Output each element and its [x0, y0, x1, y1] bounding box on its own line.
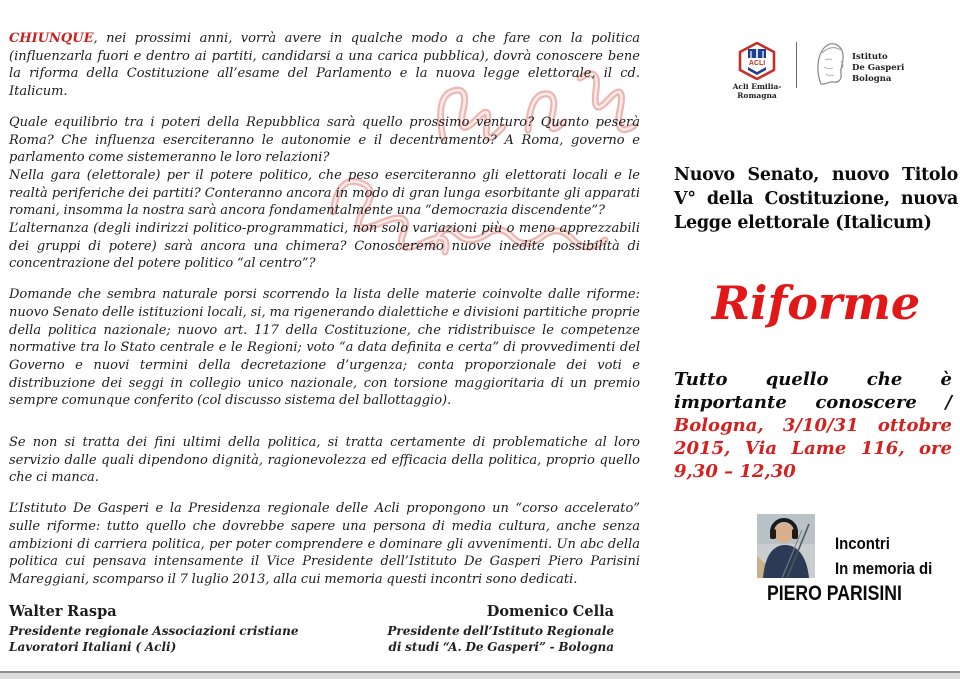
- event-date-location: Bologna, 3/10/31 ottobre 2015, Via Lame 116, ore 9,30 – 12,30: [674, 415, 952, 482]
- signer-title-line1: Presidente regionale Associazioni cristiane: [9, 624, 299, 639]
- main-title: Riforme: [711, 276, 921, 330]
- signer-title-line2: Lavoratori Italiani ( Acli): [9, 640, 177, 655]
- acli-logo: [738, 42, 776, 80]
- signatures: [9, 603, 640, 656]
- paragraph-questions-1: Quale equilibrio tra i poteri della Repubblica sarà quello prossimo venturo? Quanto peserà Roma? Che influenza eserciteranno le autonomie e il decentramento? A Roma, governo e parlamento come sistemeranno le loro relazioni?: [9, 114, 640, 166]
- institute-name: Istituto De Gasperi Bologna: [852, 52, 905, 84]
- paragraph-questions-2: Nella gara (elettorale) per il potere politico, che peso eserciteranno gli elettorati locali e le realtà periferiche dei partiti? Conteranno ancora in modo di gran lunga esorbitante gli apparati romani, insomma la nostra sarà ancora fondamentalmente una “democrazia discendente”?: [9, 167, 640, 219]
- scan-edge: [0, 671, 960, 679]
- subject-heading: Nuovo Senato, nuovo Titolo V° della Costituzione, nuova Legge elettorale (Italicum): [674, 165, 958, 233]
- memorial-name: PIERO PARISINI: [767, 581, 902, 605]
- lead-word: CHIUNQUE: [9, 31, 94, 46]
- signer-title-line1: Presidente dell’Istituto Regionale: [387, 624, 614, 639]
- signature-right: [387, 603, 640, 656]
- acli-logo-text: ACLI: [748, 60, 766, 67]
- paragraph-questions-3: L’alternanza (degli indirizzi politico-programmatici, non solo variazioni più o meno apprezzabili dei gruppi di potere) sarà ancora una chimera? Conosceremo nuove inedite possibilità di concentrazione del potere politico “al centro”?: [9, 221, 640, 272]
- logos-block: [720, 40, 940, 100]
- signer-name: Walter Raspa: [9, 602, 117, 620]
- event-intro: Tutto quello che è importante conoscere /: [674, 369, 952, 413]
- signature-left: [9, 603, 298, 656]
- paragraph-materie: Domande che sembra naturale porsi scorrendo la lista delle materie coinvolte dalle riforme: nuovo Senato delle istituzioni locali, si, ma rigenerando dialettiche e divisioni partitiche proprie della politica nazionale; nuovo art. 117 della Costituzione, che ridistribuisce le competenze normative tra lo Stato centrale e le Regioni; voto “a data definita e certa” di provvedimenti del Governo e nuovi termini della decretazione d’urgenza; conta proporzionale dei voti e distribuzione dei seggi in collegio unico nazionale, con torsione maggioritaria di un premio sempre comunque conferito (col discusso sistema del ballottaggio).: [9, 287, 640, 409]
- paragraph-intro: CHIUNQUE, nei prossimi anni, vorrà avere in qualche modo a che fare con la politica (influenzarla fuori e dentro ai partiti, candidarsi a una carica pubblica), dovrà conoscere bene la riforma della Costituzione all’esame del Parlamento e la nuova legge elettorale, il cd. Italicum.: [9, 31, 640, 100]
- paragraph-proposta: L’Istituto De Gasperi e la Presidenza regionale delle Acli propongono un “corso accelerato” sulle riforme: tutto quello che dovrebbe sapere una persona di media cultura, anche senza ambizioni di carriera politica, per poter comprendere e dominare gli avvenimenti. Un abc della politica cui pensava intensamente il Vice Presidente dell’Istituto De Gasperi Piero Parisini Mareggiani, scomparso il 7 luglio 2013, alla cui memoria questi incontri sono dedicati.: [9, 501, 640, 587]
- body-text-column: [9, 30, 640, 655]
- event-details: [674, 368, 952, 483]
- memorial-caption: Incontri In memoria di: [835, 534, 933, 578]
- parisini-photo: [757, 514, 815, 578]
- signer-title-line2: di studi “A. De Gasperi” - Bologna: [388, 640, 614, 655]
- logo-divider: [796, 42, 797, 88]
- degasperi-portrait-icon: [812, 40, 848, 88]
- paragraph-fini: Se non si tratta dei fini ultimi della politica, si tratta certamente di problematiche al loro servizio dalle quali dipendono dignità, ragionevolezza ed efficacia della politica, proprio quello che ci manca.: [9, 435, 640, 486]
- acli-caption: Acli Emilia-Romagna: [732, 82, 782, 100]
- signer-name: Domenico Cella: [486, 602, 614, 620]
